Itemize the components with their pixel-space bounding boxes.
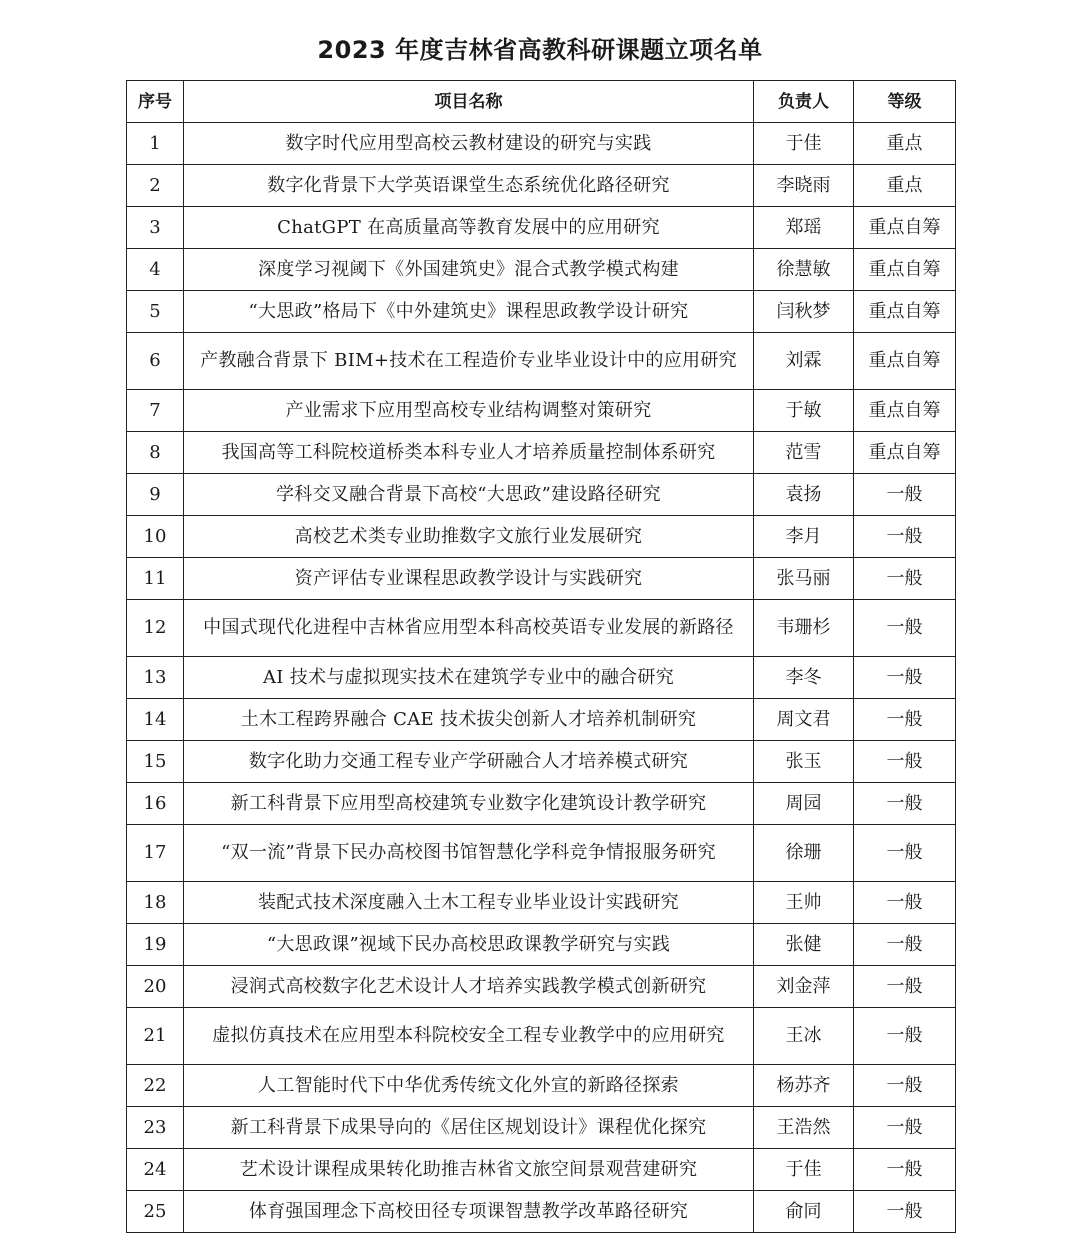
- row-level-cell: 一般: [854, 1149, 956, 1191]
- table-row: [127, 657, 956, 699]
- table-row: [127, 1065, 956, 1107]
- table-row: [127, 1107, 956, 1149]
- row-project-name-cell: 中国式现代化进程中吉林省应用型本科高校英语专业发展的新路径: [184, 600, 754, 657]
- row-level-cell: 重点: [854, 123, 956, 165]
- table-header-row: [127, 81, 956, 123]
- row-index-cell: 24: [127, 1149, 184, 1191]
- row-index-cell: 18: [127, 882, 184, 924]
- document-title: 2023 年度吉林省高教科研课题立项名单: [317, 36, 763, 64]
- row-project-name-cell: ChatGPT 在高质量高等教育发展中的应用研究: [184, 207, 754, 249]
- row-leader-cell: 俞同: [754, 1191, 854, 1233]
- header-project-name: 项目名称: [184, 81, 754, 123]
- row-project-name-cell: “双一流”背景下民办高校图书馆智慧化学科竞争情报服务研究: [184, 825, 754, 882]
- row-level-cell: 一般: [854, 657, 956, 699]
- row-leader-cell: 于敏: [754, 390, 854, 432]
- row-leader-cell: 徐珊: [754, 825, 854, 882]
- table-row: [127, 825, 956, 882]
- row-level-cell: 一般: [854, 783, 956, 825]
- table-row: [127, 333, 956, 390]
- row-index-cell: 7: [127, 390, 184, 432]
- header-level: 等级: [854, 81, 956, 123]
- row-leader-cell: 刘金萍: [754, 966, 854, 1008]
- table-row: [127, 783, 956, 825]
- row-project-name-cell: 我国高等工科院校道桥类本科专业人才培养质量控制体系研究: [184, 432, 754, 474]
- row-level-cell: 一般: [854, 600, 956, 657]
- row-level-cell: 重点自筹: [854, 333, 956, 390]
- row-index-cell: 15: [127, 741, 184, 783]
- row-index-cell: 3: [127, 207, 184, 249]
- row-index-cell: 16: [127, 783, 184, 825]
- row-level-cell: 一般: [854, 924, 956, 966]
- table-row: [127, 966, 956, 1008]
- row-leader-cell: 李月: [754, 516, 854, 558]
- row-leader-cell: 杨苏齐: [754, 1065, 854, 1107]
- row-level-cell: 重点自筹: [854, 249, 956, 291]
- row-project-name-cell: 数字时代应用型高校云教材建设的研究与实践: [184, 123, 754, 165]
- row-index-cell: 19: [127, 924, 184, 966]
- table-row: [127, 1191, 956, 1233]
- row-index-cell: 23: [127, 1107, 184, 1149]
- row-leader-cell: 于佳: [754, 1149, 854, 1191]
- row-project-name-cell: 资产评估专业课程思政教学设计与实践研究: [184, 558, 754, 600]
- row-level-cell: 一般: [854, 1107, 956, 1149]
- row-project-name-cell: 数字化助力交通工程专业产学研融合人才培养模式研究: [184, 741, 754, 783]
- row-index-cell: 4: [127, 249, 184, 291]
- row-leader-cell: 李晓雨: [754, 165, 854, 207]
- project-table: [126, 80, 956, 1233]
- row-index-cell: 10: [127, 516, 184, 558]
- row-project-name-cell: 产教融合背景下 BIM+技术在工程造价专业毕业设计中的应用研究: [184, 333, 754, 390]
- row-leader-cell: 张马丽: [754, 558, 854, 600]
- row-level-cell: 一般: [854, 1191, 956, 1233]
- row-leader-cell: 张健: [754, 924, 854, 966]
- table-row: [127, 882, 956, 924]
- table-row: [127, 600, 956, 657]
- row-leader-cell: 闫秋梦: [754, 291, 854, 333]
- row-index-cell: 9: [127, 474, 184, 516]
- row-project-name-cell: 浸润式高校数字化艺术设计人才培养实践教学模式创新研究: [184, 966, 754, 1008]
- row-index-cell: 14: [127, 699, 184, 741]
- header-leader: 负责人: [754, 81, 854, 123]
- row-index-cell: 2: [127, 165, 184, 207]
- row-leader-cell: 韦珊杉: [754, 600, 854, 657]
- row-project-name-cell: “大思政”格局下《中外建筑史》课程思政教学设计研究: [184, 291, 754, 333]
- row-level-cell: 一般: [854, 1065, 956, 1107]
- row-level-cell: 重点自筹: [854, 291, 956, 333]
- row-level-cell: 一般: [854, 516, 956, 558]
- table-row: [127, 432, 956, 474]
- row-index-cell: 11: [127, 558, 184, 600]
- row-level-cell: 重点自筹: [854, 207, 956, 249]
- table-row: [127, 1008, 956, 1065]
- row-project-name-cell: 高校艺术类专业助推数字文旅行业发展研究: [184, 516, 754, 558]
- row-leader-cell: 范雪: [754, 432, 854, 474]
- row-leader-cell: 张玉: [754, 741, 854, 783]
- row-index-cell: 20: [127, 966, 184, 1008]
- row-leader-cell: 于佳: [754, 123, 854, 165]
- row-level-cell: 一般: [854, 699, 956, 741]
- table-row: [127, 249, 956, 291]
- row-project-name-cell: “大思政课”视域下民办高校思政课教学研究与实践: [184, 924, 754, 966]
- row-level-cell: 一般: [854, 1008, 956, 1065]
- table-row: [127, 390, 956, 432]
- row-project-name-cell: 土木工程跨界融合 CAE 技术拔尖创新人才培养机制研究: [184, 699, 754, 741]
- row-leader-cell: 王帅: [754, 882, 854, 924]
- row-leader-cell: 周园: [754, 783, 854, 825]
- row-leader-cell: 周文君: [754, 699, 854, 741]
- table-row: [127, 291, 956, 333]
- row-leader-cell: 王冰: [754, 1008, 854, 1065]
- row-level-cell: 一般: [854, 741, 956, 783]
- row-index-cell: 8: [127, 432, 184, 474]
- row-project-name-cell: 人工智能时代下中华优秀传统文化外宣的新路径探索: [184, 1065, 754, 1107]
- table-row: [127, 741, 956, 783]
- row-project-name-cell: 深度学习视阈下《外国建筑史》混合式教学模式构建: [184, 249, 754, 291]
- row-index-cell: 5: [127, 291, 184, 333]
- row-index-cell: 6: [127, 333, 184, 390]
- row-project-name-cell: 新工科背景下应用型高校建筑专业数字化建筑设计教学研究: [184, 783, 754, 825]
- row-level-cell: 一般: [854, 558, 956, 600]
- row-project-name-cell: 新工科背景下成果导向的《居住区规划设计》课程优化探究: [184, 1107, 754, 1149]
- table-row: [127, 1149, 956, 1191]
- row-leader-cell: 刘霖: [754, 333, 854, 390]
- row-index-cell: 12: [127, 600, 184, 657]
- row-level-cell: 重点自筹: [854, 390, 956, 432]
- row-level-cell: 重点自筹: [854, 432, 956, 474]
- row-index-cell: 1: [127, 123, 184, 165]
- row-index-cell: 21: [127, 1008, 184, 1065]
- row-level-cell: 一般: [854, 966, 956, 1008]
- row-project-name-cell: 体育强国理念下高校田径专项课智慧教学改革路径研究: [184, 1191, 754, 1233]
- row-leader-cell: 徐慧敏: [754, 249, 854, 291]
- table-row: [127, 123, 956, 165]
- row-project-name-cell: 虚拟仿真技术在应用型本科院校安全工程专业教学中的应用研究: [184, 1008, 754, 1065]
- row-project-name-cell: AI 技术与虚拟现实技术在建筑学专业中的融合研究: [184, 657, 754, 699]
- row-index-cell: 17: [127, 825, 184, 882]
- table-row: [127, 516, 956, 558]
- row-project-name-cell: 装配式技术深度融入土木工程专业毕业设计实践研究: [184, 882, 754, 924]
- row-level-cell: 一般: [854, 882, 956, 924]
- row-project-name-cell: 艺术设计课程成果转化助推吉林省文旅空间景观营建研究: [184, 1149, 754, 1191]
- table-row: [127, 924, 956, 966]
- row-leader-cell: 郑瑶: [754, 207, 854, 249]
- row-leader-cell: 袁扬: [754, 474, 854, 516]
- row-project-name-cell: 产业需求下应用型高校专业结构调整对策研究: [184, 390, 754, 432]
- row-leader-cell: 王浩然: [754, 1107, 854, 1149]
- row-level-cell: 一般: [854, 474, 956, 516]
- row-index-cell: 25: [127, 1191, 184, 1233]
- row-leader-cell: 李冬: [754, 657, 854, 699]
- row-index-cell: 13: [127, 657, 184, 699]
- row-project-name-cell: 学科交叉融合背景下高校“大思政”建设路径研究: [184, 474, 754, 516]
- table-row: [127, 165, 956, 207]
- header-index: 序号: [127, 81, 184, 123]
- row-level-cell: 重点: [854, 165, 956, 207]
- row-project-name-cell: 数字化背景下大学英语课堂生态系统优化路径研究: [184, 165, 754, 207]
- row-level-cell: 一般: [854, 825, 956, 882]
- table-row: [127, 699, 956, 741]
- table-row: [127, 474, 956, 516]
- table-row: [127, 558, 956, 600]
- table-row: [127, 207, 956, 249]
- row-index-cell: 22: [127, 1065, 184, 1107]
